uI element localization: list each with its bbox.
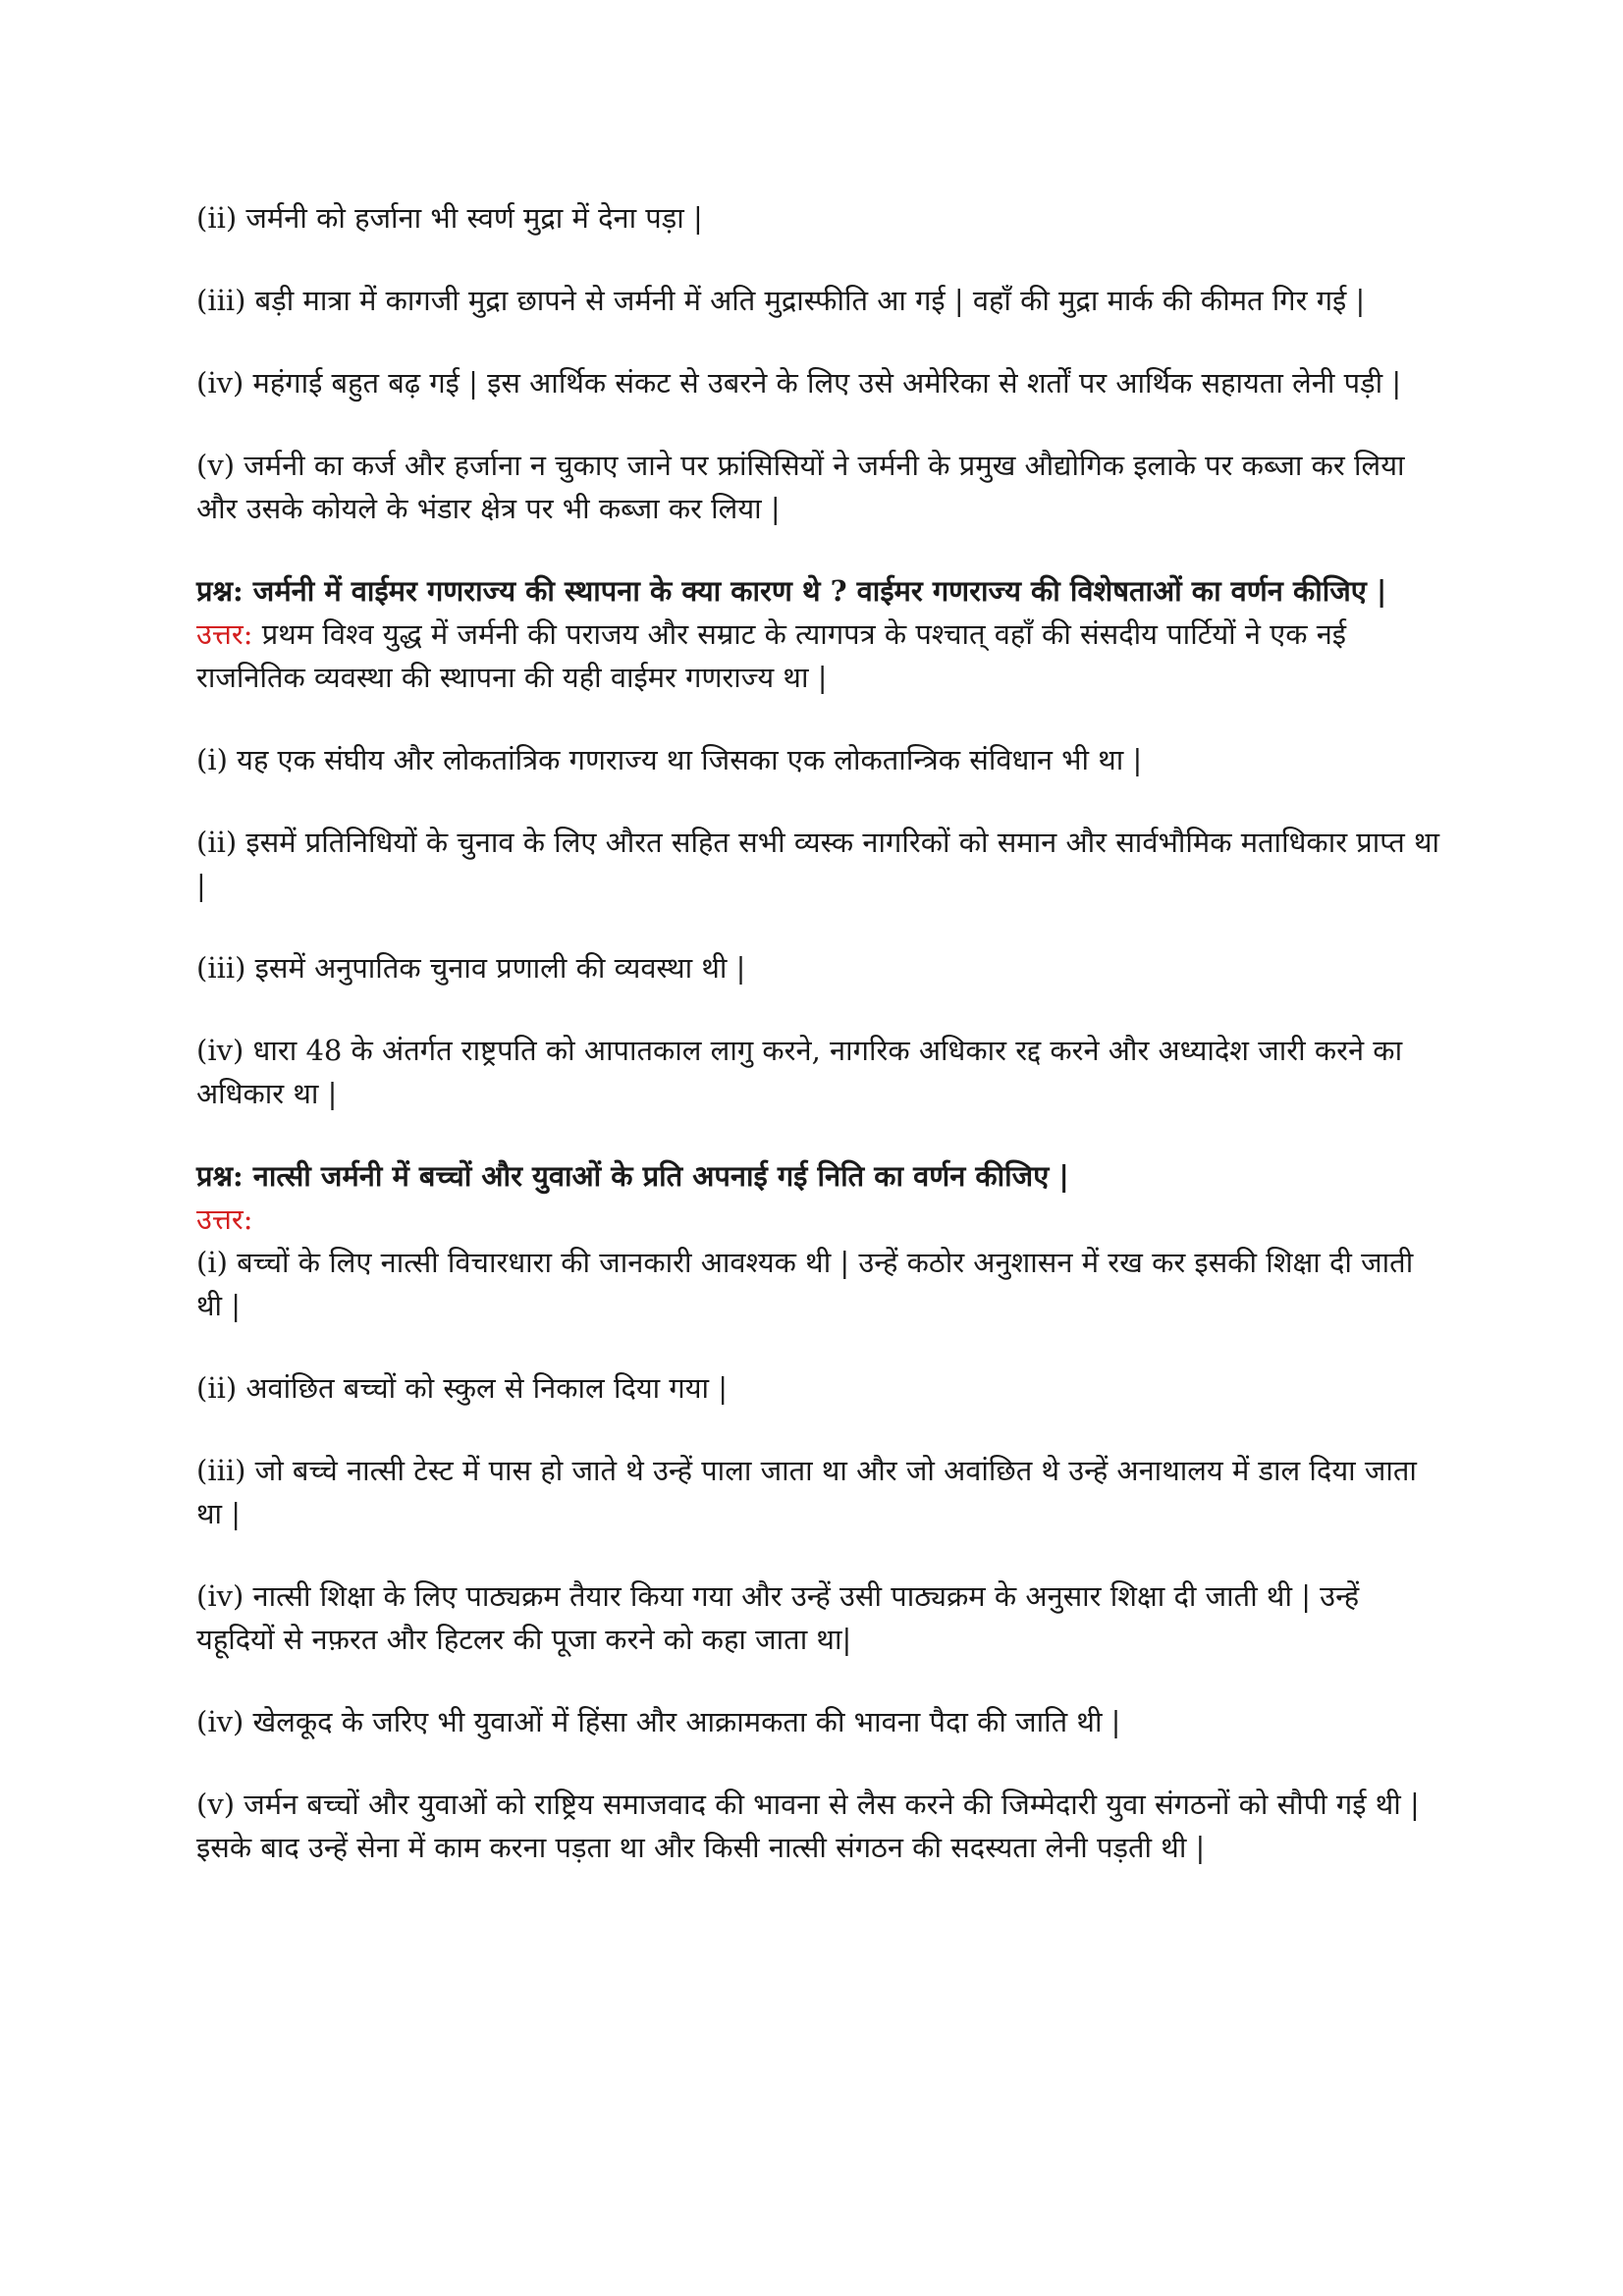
point-paragraph: (ii) इसमें प्रतिनिधियों के चुनाव के लिए औरत सहित सभी व्यस्क नागरिकों को समान और सार्वभौमिक मताधिकार प्राप्त था | [196, 826, 1440, 902]
point-paragraph: (iii) जो बच्चे नात्सी टेस्ट में पास हो जाते थे उन्हें पाला जाता था और जो अवांछित थे उन्हें अनाथालय में डाल दिया जाता था | [196, 1454, 1417, 1530]
point-paragraph: (iv) नात्सी शिक्षा के लिए पाठ्यक्रम तैयार किया गया और उन्हें उसी पाठ्यक्रम के अनुसार शिक्षा दी जाती थी | उन्हें यहूदियों से नफ़रत और हिटलर की पूजा करने को कहा जाता था| [196, 1579, 1360, 1656]
point-paragraph: (i) बच्चों के लिए नात्सी विचारधारा की जानकारी आवश्यक थी | उन्हें कठोर अनुशासन में रख कर इसकी शिक्षा दी जाती थी | [196, 1246, 1414, 1322]
point-paragraph: (iv) धारा 48 के अंतर्गत राष्ट्रपति को आपातकाल लागु करने, नागरिक अधिकार रद्द करने और अध्यादेश जारी करने का अधिकार था | [196, 1034, 1403, 1110]
answer-paragraph [196, 613, 1443, 699]
point-paragraph: (iv) महंगाई बहुत बढ़ गई | इस आर्थिक संकट से उबरने के लिए उसे अमेरिका से शर्तों पर आर्थिक सहायता लेनी पड़ी | [196, 366, 1402, 400]
question-heading: प्रश्न: नात्सी जर्मनी में बच्चों और युवाओं के प्रति अपनाई गई निति का वर्णन कीजिए | [196, 1159, 1069, 1193]
point-paragraph: (iii) बड़ी मात्रा में कागजी मुद्रा छापने से जर्मनी में अति मुद्रास्फीति आ गई | वहाँ की मुद्रा मार्क की कीमत गिर गई | [196, 284, 1366, 317]
answer-text: प्रथम विश्व युद्ध में जर्मनी की पराजय और सम्राट के त्यागपत्र के पश्चात् वहाँ की संसदीय पार्टियों ने एक नई राजनितिक व्यवस्था की स्थापना की यही वाईमर गणराज्य था | [196, 617, 1347, 694]
point-paragraph: (v) जर्मनी का कर्ज और हर्जाना न चुकाए जाने पर फ्रांसिसियों ने जर्मनी के प्रमुख औद्योगिक इलाके पर कब्जा कर लिया और उसके कोयले के भंडार क्षेत्र पर भी कब्जा कर लिया | [196, 449, 1405, 525]
point-paragraph: (v) जर्मन बच्चों और युवाओं को राष्ट्रिय समाजवाद की भावना से लैस करने की जिम्मेदारी युवा संगठनों को सौपी गई थी | इसके बाद उन्हें सेना में काम करना पड़ता था और किसी नात्सी संगठन की सदस्यता लेनी पड़ती थी | [196, 1788, 1420, 1864]
point-paragraph: (i) यह एक संघीय और लोकतांत्रिक गणराज्य था जिसका एक लोकतान्त्रिक संविधान भी था | [196, 743, 1143, 776]
point-paragraph: (ii) जर्मनी को हर्जाना भी स्वर्ण मुद्रा में देना पड़ा | [196, 201, 703, 235]
answer-paragraph [196, 1198, 1443, 1241]
document-page [196, 196, 1443, 1908]
point-paragraph: (iv) खेलकूद के जरिए भी युवाओं में हिंसा और आक्रामकता की भावना पैदा की जाति थी | [196, 1705, 1121, 1738]
point-paragraph: (iii) इसमें अनुपातिक चुनाव प्रणाली की व्यवस्था थी | [196, 951, 746, 985]
answer-label: उत्तर: [196, 617, 253, 651]
point-paragraph: (ii) अवांछित बच्चों को स्कुल से निकाल दिया गया | [196, 1371, 729, 1405]
question-heading: प्रश्न: जर्मनी में वाईमर गणराज्य की स्थापना के क्या कारण थे ? वाईमर गणराज्य की विशेषताओं का वर्णन कीजिए | [196, 574, 1387, 608]
answer-label: उत्तर: [196, 1202, 253, 1236]
